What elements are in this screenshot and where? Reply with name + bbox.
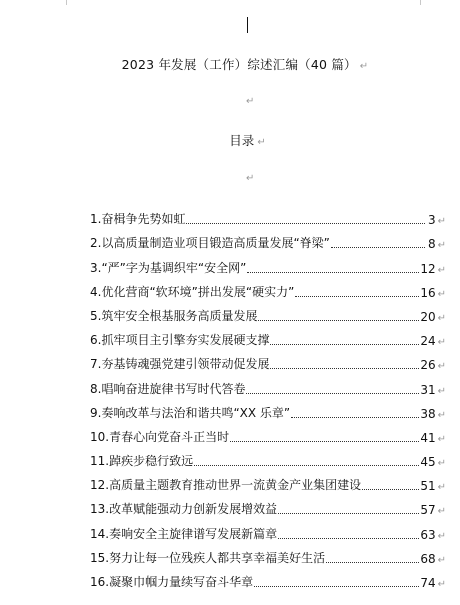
toc-entry-label: 5.筑牢安全根基服务高质量发展: [90, 308, 258, 323]
toc-entry-label: 2.以高质量制造业项目锻造高质量发展“脊梁”: [90, 236, 330, 251]
toc-dot-leader: [270, 343, 419, 345]
toc-entry[interactable]: [90, 348, 446, 372]
toc-entry-page: 8: [427, 237, 436, 252]
toc-heading[interactable]: [0, 131, 460, 149]
toc-entry-page: 20: [420, 309, 436, 324]
toc-entry[interactable]: [90, 324, 446, 348]
toc-entry-label: 10.青春心向党奋斗正当时: [90, 429, 230, 444]
paragraph-mark-icon: ↵: [437, 482, 446, 494]
toc-entry-page: 57: [420, 503, 436, 518]
toc-dot-leader: [254, 585, 419, 587]
toc-dot-leader: [246, 392, 419, 394]
toc-entry-page: 3: [427, 213, 436, 228]
toc-entry-label: 3.“严”字为基调织牢“安全网”: [90, 260, 247, 275]
toc-entry[interactable]: [90, 397, 446, 421]
toc-entry-label: 8.唱响奋进旋律书写时代答卷: [90, 381, 246, 396]
toc-entry-label: 1.奋楫争先势如虹: [90, 212, 186, 227]
paragraph-mark-icon: ↵: [437, 506, 446, 518]
toc-entry-label: 6.抓牢项目主引擎夯实发展硬支撑: [90, 333, 270, 348]
toc-entry[interactable]: [90, 542, 446, 566]
toc-dot-leader: [194, 464, 419, 466]
toc-entry-label: 14.奏响安全主旋律谱写发展新篇章: [90, 526, 278, 541]
toc-entry-page: 12: [420, 261, 436, 276]
toc-entry[interactable]: [90, 276, 446, 300]
paragraph-mark-icon: ↵: [437, 240, 446, 252]
toc-entry-page: 24: [420, 334, 436, 349]
toc-dot-leader: [326, 561, 419, 563]
paragraph-mark-icon: ↵: [437, 409, 446, 421]
paragraph-mark-icon: ↵: [437, 530, 446, 542]
toc-dot-leader: [278, 537, 419, 539]
toc-dot-leader: [362, 488, 419, 490]
paragraph-mark-icon: ↵: [437, 385, 446, 397]
toc-dot-leader: [186, 222, 424, 224]
toc-entry-page: 38: [420, 406, 436, 421]
toc-entry-label: 13.改革赋能强动力创新发展增效益: [90, 502, 278, 517]
toc-entry-label: 4.优化营商“软环境”拼出发展“硬实力”: [90, 284, 295, 299]
toc-entry-page: 26: [420, 358, 436, 373]
paragraph-mark-icon: ↵: [437, 337, 446, 349]
paragraph-mark-icon: ↵: [437, 554, 446, 566]
toc-dot-leader: [331, 246, 425, 248]
toc-entry-page: 68: [420, 551, 436, 566]
toc-dot-leader: [230, 440, 419, 442]
table-of-contents: [90, 203, 446, 590]
paragraph-mark-icon: ↵: [437, 312, 446, 324]
toc-dot-leader: [291, 416, 419, 418]
toc-dot-leader: [278, 512, 419, 514]
paragraph-mark-icon: ↵: [437, 216, 446, 228]
toc-entry-label: 11.踔疾步稳行致远: [90, 454, 194, 469]
toc-entry[interactable]: [90, 445, 446, 469]
toc-entry-label: 15.努力让每一位残疾人都共享幸福美好生活: [90, 550, 326, 565]
document-title[interactable]: [0, 55, 460, 73]
paragraph-mark-icon: ↵: [246, 173, 255, 184]
toc-entry[interactable]: [90, 421, 446, 445]
toc-entry-label: 12.高质量主题教育推动世界一流黄金产业集团建设: [90, 478, 362, 493]
page-corner-mark-left: [58, 0, 67, 5]
paragraph-mark-icon: ↵: [359, 61, 369, 72]
toc-entry-page: 74: [420, 576, 436, 590]
toc-heading-text: 目录: [229, 133, 255, 148]
toc-entry[interactable]: [90, 372, 446, 396]
paragraph-mark-icon: ↵: [257, 137, 266, 148]
paragraph-mark-icon: ↵: [437, 579, 446, 590]
toc-entry[interactable]: [90, 566, 446, 590]
paragraph-mark-icon: ↵: [437, 458, 446, 470]
toc-entry[interactable]: [90, 469, 446, 493]
page-corner-mark-right: [420, 0, 429, 5]
paragraph-mark-icon: ↵: [437, 288, 446, 300]
toc-entry[interactable]: [90, 493, 446, 517]
toc-entry-page: 51: [420, 479, 436, 494]
paragraph-mark-icon: ↵: [437, 433, 446, 445]
toc-dot-leader: [258, 319, 419, 321]
toc-entry-page: 31: [420, 382, 436, 397]
toc-entry-label: 16.凝聚巾帼力量续写奋斗华章: [90, 575, 254, 589]
toc-entry-page: 45: [420, 455, 436, 470]
toc-entry[interactable]: [90, 300, 446, 324]
toc-entry[interactable]: [90, 203, 446, 227]
toc-entry-page: 16: [420, 285, 436, 300]
paragraph-mark-icon: ↵: [437, 361, 446, 373]
paragraph-mark-icon: ↵: [437, 264, 446, 276]
toc-entry-label: 9.奏响改革与法治和谐共鸣“XX 乐章”: [90, 405, 291, 420]
toc-dot-leader: [247, 271, 419, 273]
document-title-text: 2023 年发展（工作）综述汇编（40 篇）: [121, 57, 357, 72]
toc-entry[interactable]: [90, 227, 446, 251]
toc-dot-leader: [270, 367, 419, 369]
text-cursor: [247, 17, 248, 33]
toc-dot-leader: [295, 295, 419, 297]
toc-entry[interactable]: [90, 517, 446, 541]
toc-entry[interactable]: [90, 251, 446, 275]
toc-entry-page: 41: [420, 430, 436, 445]
toc-entry-page: 63: [420, 527, 436, 542]
toc-entry-label: 7.夯基铸魂强党建引领带动促发展: [90, 357, 270, 372]
paragraph-mark-icon: ↵: [246, 96, 255, 107]
